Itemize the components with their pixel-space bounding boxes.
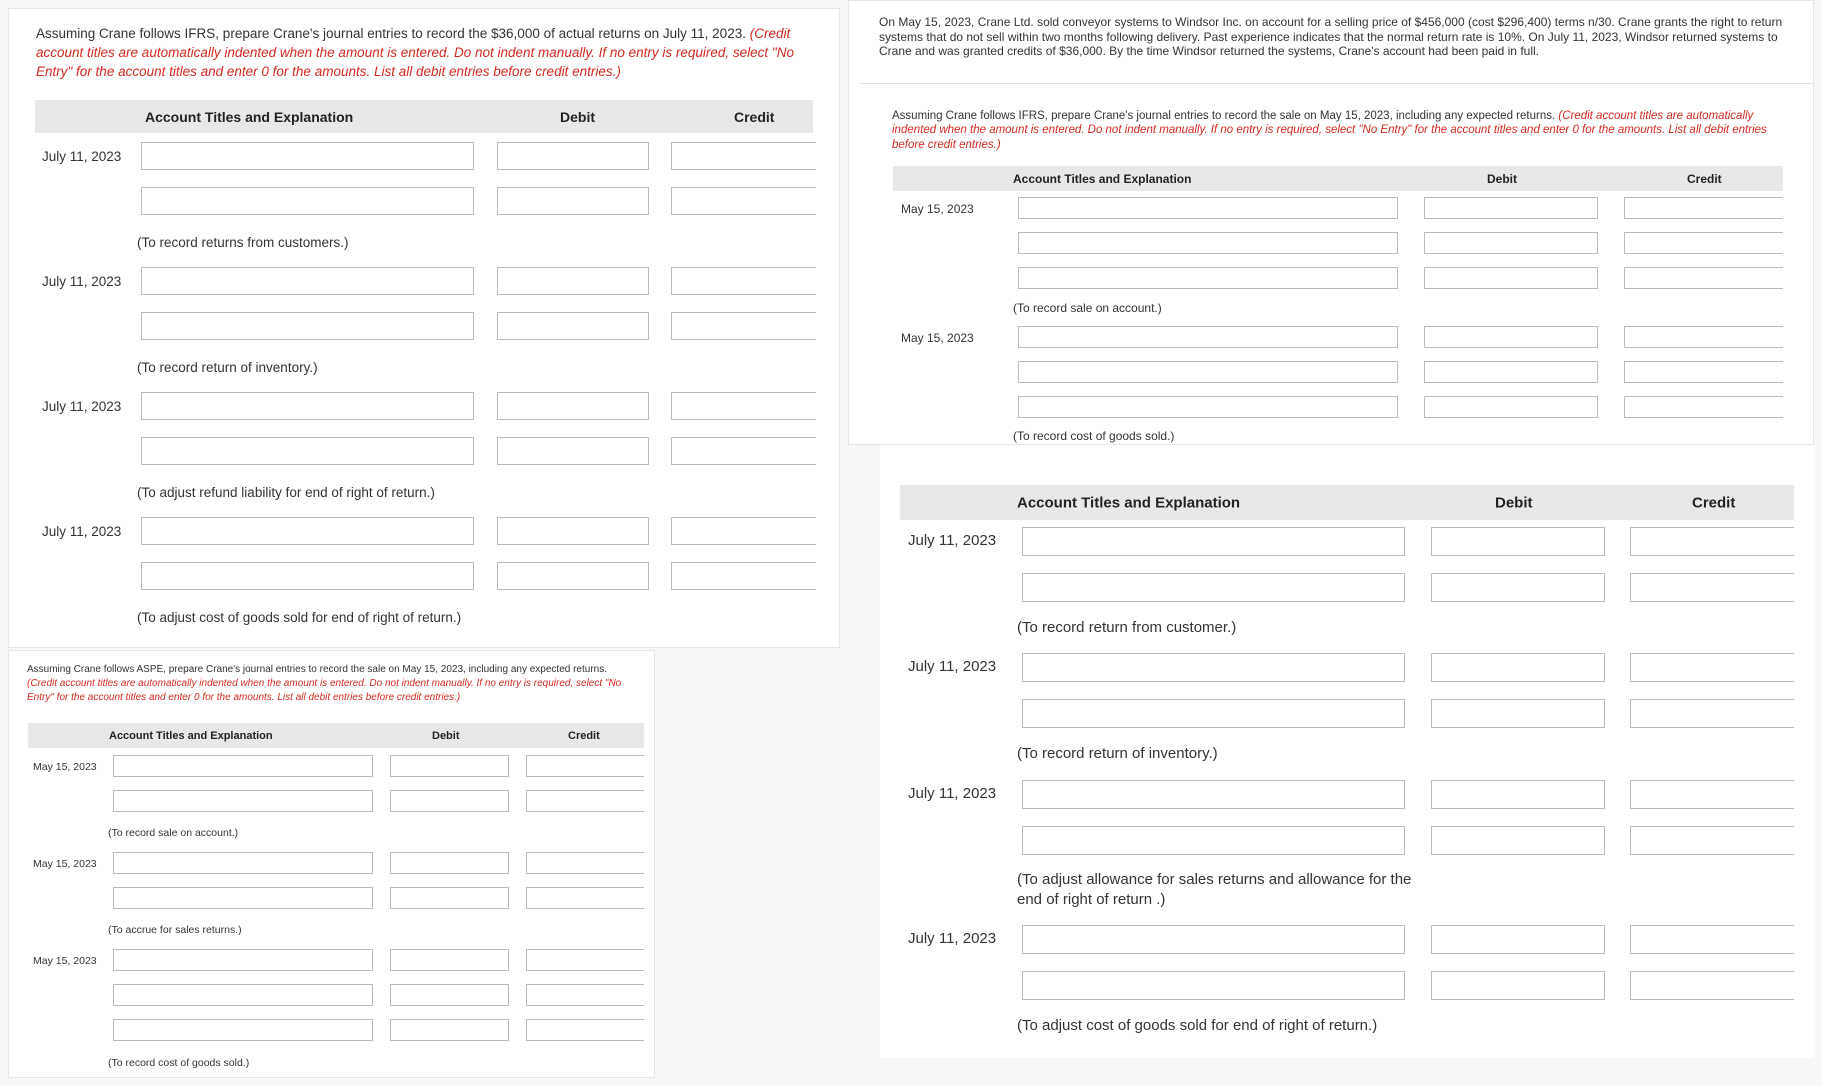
debit-input[interactable] [390, 887, 509, 909]
credit-input[interactable] [1630, 527, 1794, 556]
entry-memo: (To adjust refund liability for end of right of return.) [137, 485, 435, 500]
account-title-input[interactable] [113, 755, 373, 777]
account-title-input[interactable] [1022, 699, 1405, 728]
instruction-text: Assuming Crane follows ASPE, prepare Crane's journal entries to record the sale on May 15, 2023, including any expected returns. [27, 664, 608, 675]
account-title-input[interactable] [1018, 396, 1398, 418]
credit-input[interactable] [526, 790, 644, 812]
entry-memo: (To record return of inventory.) [137, 360, 318, 375]
panel-ifrs-returns [8, 8, 840, 648]
debit-input[interactable] [497, 437, 649, 465]
credit-input[interactable] [1630, 971, 1794, 1000]
instruction-text: Assuming Crane follows IFRS, prepare Crane's journal entries to record the $36,000 of actual returns on July 11, 2023. [36, 26, 746, 41]
credit-input[interactable] [526, 887, 644, 909]
header-debit: Debit [1487, 171, 1517, 186]
account-title-input[interactable] [141, 187, 474, 215]
credit-input[interactable] [1630, 653, 1794, 682]
debit-input[interactable] [1431, 826, 1605, 855]
debit-input[interactable] [390, 1019, 509, 1041]
divider [861, 83, 1813, 84]
account-title-input[interactable] [141, 392, 474, 420]
credit-input[interactable] [526, 755, 644, 777]
table-header [900, 485, 1794, 520]
debit-input[interactable] [390, 984, 509, 1006]
credit-input[interactable] [1624, 197, 1783, 219]
debit-input[interactable] [497, 392, 649, 420]
debit-input[interactable] [1431, 573, 1605, 602]
header-credit: Credit [1687, 171, 1722, 186]
account-title-input[interactable] [1022, 925, 1405, 954]
entry-date: July 11, 2023 [42, 524, 122, 539]
debit-input[interactable] [390, 790, 509, 812]
debit-input[interactable] [1424, 232, 1598, 254]
instruction [892, 109, 1792, 152]
debit-input[interactable] [497, 312, 649, 340]
debit-input[interactable] [1424, 361, 1598, 383]
account-title-input[interactable] [113, 852, 373, 874]
credit-input[interactable] [671, 517, 816, 545]
account-title-input[interactable] [113, 887, 373, 909]
header-credit: Credit [1692, 494, 1736, 511]
credit-input[interactable] [526, 949, 644, 971]
debit-input[interactable] [1424, 197, 1598, 219]
header-account: Account Titles and Explanation [1017, 494, 1241, 511]
account-title-input[interactable] [113, 790, 373, 812]
account-title-input[interactable] [141, 142, 474, 170]
credit-input[interactable] [671, 187, 816, 215]
account-title-input[interactable] [141, 562, 474, 590]
debit-input[interactable] [497, 142, 649, 170]
account-title-input[interactable] [1018, 326, 1398, 348]
credit-input[interactable] [526, 1019, 644, 1041]
entry-date: May 15, 2023 [901, 331, 974, 345]
credit-input[interactable] [1630, 573, 1794, 602]
account-title-input[interactable] [141, 312, 474, 340]
account-title-input[interactable] [1018, 197, 1398, 219]
debit-input[interactable] [497, 562, 649, 590]
entry-memo: (To record returns from customers.) [137, 235, 349, 250]
debit-input[interactable] [1424, 326, 1598, 348]
header-debit: Debit [432, 729, 460, 742]
account-title-input[interactable] [1018, 232, 1398, 254]
credit-input[interactable] [671, 562, 816, 590]
credit-input[interactable] [1630, 826, 1794, 855]
account-title-input[interactable] [1018, 361, 1398, 383]
entry-memo: (To accrue for sales returns.) [108, 924, 242, 936]
entry-date: May 15, 2023 [33, 761, 97, 773]
table-header [893, 166, 1783, 191]
account-title-input[interactable] [1022, 780, 1405, 809]
account-title-input[interactable] [141, 267, 474, 295]
entry-memo: (To record cost of goods sold.) [108, 1057, 250, 1069]
entry-memo: (To record sale on account.) [108, 827, 239, 839]
debit-input[interactable] [1431, 653, 1605, 682]
header-account: Account Titles and Explanation [1013, 171, 1192, 186]
credit-input[interactable] [1624, 396, 1783, 418]
credit-input[interactable] [1624, 232, 1783, 254]
debit-input[interactable] [497, 187, 649, 215]
entry-memo: (To record return from customer.) [1017, 619, 1237, 636]
entry-date: July 11, 2023 [42, 149, 122, 164]
instruction-note: (Credit account titles are automatically indented when the amount is entered. Do not indent manually. If no entry is required, select "No Entry" for the account titles and enter 0 for the amounts. List all debit entries before credit entries.) [892, 110, 1767, 151]
debit-input[interactable] [390, 949, 509, 971]
entry-memo: (To adjust allowance for sales returns and allowance for the end of right of return .) [1017, 871, 1412, 908]
account-title-input[interactable] [1022, 971, 1405, 1000]
header-credit: Credit [734, 108, 775, 125]
credit-input[interactable] [1630, 925, 1794, 954]
entry-date: July 11, 2023 [908, 930, 997, 947]
panel-aspe-sale [8, 650, 655, 1078]
account-title-input[interactable] [141, 517, 474, 545]
entry-date: July 11, 2023 [908, 532, 997, 549]
account-title-input[interactable] [141, 437, 474, 465]
credit-input[interactable] [1624, 267, 1783, 289]
debit-input[interactable] [390, 755, 509, 777]
account-title-input[interactable] [113, 949, 373, 971]
credit-input[interactable] [1624, 326, 1783, 348]
entry-date: May 15, 2023 [33, 858, 97, 870]
debit-input[interactable] [390, 852, 509, 874]
entry-memo: (To adjust cost of goods sold for end of right of return.) [1017, 1017, 1378, 1034]
header-credit: Credit [568, 729, 600, 742]
header-debit: Debit [560, 108, 595, 125]
debit-input[interactable] [1431, 971, 1605, 1000]
credit-input[interactable] [671, 312, 816, 340]
account-title-input[interactable] [1022, 653, 1405, 682]
entry-memo: (To record return of inventory.) [1017, 745, 1218, 762]
debit-input[interactable] [1431, 699, 1605, 728]
instruction-text: Assuming Crane follows IFRS, prepare Crane's journal entries to record the sale on May 15, 2023, including any expected returns. [892, 110, 1556, 122]
credit-input[interactable] [671, 437, 816, 465]
account-title-input[interactable] [1022, 573, 1405, 602]
debit-input[interactable] [1431, 780, 1605, 809]
entry-memo: (To record sale on account.) [1013, 301, 1162, 315]
credit-input[interactable] [671, 142, 816, 170]
instruction [27, 663, 627, 705]
account-title-input[interactable] [1022, 826, 1405, 855]
credit-input[interactable] [1630, 780, 1794, 809]
credit-input[interactable] [1624, 361, 1783, 383]
debit-input[interactable] [1424, 396, 1598, 418]
entry-date: July 11, 2023 [908, 658, 997, 675]
credit-input[interactable] [526, 852, 644, 874]
entry-date: July 11, 2023 [42, 274, 122, 289]
account-title-input[interactable] [113, 984, 373, 1006]
entry-date: May 15, 2023 [901, 202, 974, 216]
instruction-note: (Credit account titles are automatically indented when the amount is entered. Do not indent manually. If no entry is required, select "No Entry" for the account titles and enter 0 for the amounts. List all debit entries before credit entries.) [36, 26, 794, 79]
account-title-input[interactable] [1018, 267, 1398, 289]
account-title-input[interactable] [1022, 527, 1405, 556]
header-account: Account Titles and Explanation [145, 108, 354, 125]
header-debit: Debit [1495, 494, 1533, 511]
problem-statement: On May 15, 2023, Crane Ltd. sold conveyor systems to Windsor Inc. on account for a selling price of $456,000 (cost $296,400) terms n/30. Crane grants the right to return systems that do not sell within two months following delivery. Past experience indicates that the normal return rate is 10%. On July 11, 2023, Windsor returned systems to Crane and was granted credits of $36,000. By the time Windsor returned the systems, Crane's account had been paid in full. [879, 15, 1783, 59]
credit-input[interactable] [671, 267, 816, 295]
debit-input[interactable] [1424, 267, 1598, 289]
entry-date: May 15, 2023 [33, 955, 97, 967]
panel-ifrs-july-returns [880, 445, 1814, 1058]
debit-input[interactable] [1431, 527, 1605, 556]
entry-date: July 11, 2023 [42, 399, 122, 414]
entry-date: July 11, 2023 [908, 785, 997, 802]
debit-input[interactable] [497, 517, 649, 545]
debit-input[interactable] [1431, 925, 1605, 954]
entry-memo: (To record cost of goods sold.) [1013, 429, 1175, 443]
table-header [28, 723, 644, 748]
credit-input[interactable] [1630, 699, 1794, 728]
instruction [36, 25, 816, 82]
credit-input[interactable] [526, 984, 644, 1006]
header-account: Account Titles and Explanation [109, 729, 273, 742]
account-title-input[interactable] [113, 1019, 373, 1041]
credit-input[interactable] [671, 392, 816, 420]
table-header [35, 100, 813, 133]
instruction-note: (Credit account titles are automatically indented when the amount is entered. Do not indent manually. If no entry is required, select "No Entry" for the account titles and enter 0 for the amounts. List all debit entries before credit entries.) [27, 678, 622, 703]
debit-input[interactable] [497, 267, 649, 295]
panel-ifrs-sale [848, 0, 1814, 445]
entry-memo: (To adjust cost of goods sold for end of right of return.) [137, 610, 462, 625]
